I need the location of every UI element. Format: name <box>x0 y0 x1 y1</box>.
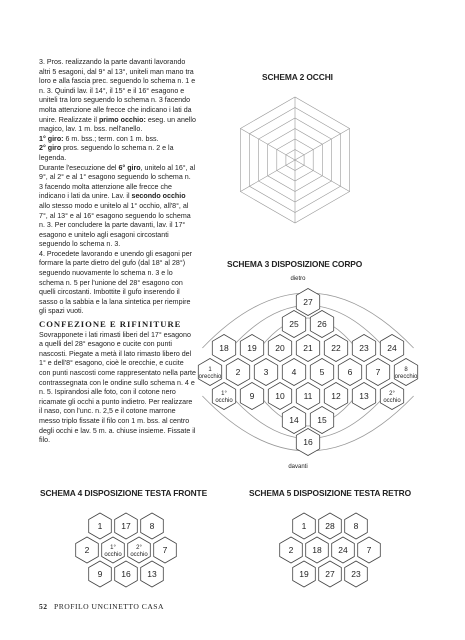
hexagon-label: 7 <box>366 545 372 555</box>
schema-2-diagram <box>230 86 360 234</box>
page-number: 52 <box>39 602 48 611</box>
hexagon-label: occhio <box>215 398 233 404</box>
hexagon-label: 1 <box>301 521 307 531</box>
hexagon-label: 23 <box>359 343 369 353</box>
top-label: dietro <box>290 276 306 282</box>
hexagon-label: 1° <box>110 545 116 551</box>
hexagon-label: 3 <box>263 367 269 377</box>
text-run: Durante l'esecuzione del <box>39 163 119 172</box>
paragraph-round-1 <box>39 135 196 145</box>
hexagon-label: 7 <box>375 367 381 377</box>
hexagon-label: 2 <box>84 545 90 555</box>
hexagon-label: 24 <box>387 343 397 353</box>
text-run: 6 m. bss.; term. con 1 m. bss. <box>63 134 159 143</box>
hexagon-label: 26 <box>317 319 327 329</box>
hexagon-label: 2 <box>288 545 294 555</box>
hexagon-label: 8 <box>353 521 359 531</box>
hexagon-label: 20 <box>275 343 285 353</box>
instructions-column <box>39 58 196 446</box>
hexagon-label: 2° <box>136 545 142 551</box>
section-heading: CONFEZIONE E RIFINITURE <box>39 319 182 330</box>
schema-3-title: SCHEMA 3 DISPOSIZIONE CORPO <box>227 259 363 269</box>
hexagon-label: orecchio <box>394 374 418 380</box>
schema-5-title: SCHEMA 5 DISPOSIZIONE TESTA RETRO <box>249 488 412 498</box>
magazine-title: PROFILO UNCINETTO CASA <box>54 602 165 611</box>
hexagon-label: 5 <box>319 367 325 377</box>
hexagon-label: 4 <box>291 367 297 377</box>
hexagon-label: 24 <box>338 545 348 555</box>
hexagon-label: 16 <box>303 437 313 447</box>
hexagon-label: 2° <box>389 391 395 397</box>
hexagon-label: 15 <box>317 415 327 425</box>
hexagon-label: occhio <box>130 552 148 558</box>
hexagon-label: 8 <box>149 521 155 531</box>
text-run: eseg. un anello magico, lav. 1 m. bss. nell'anello. <box>39 115 196 134</box>
bold-run: secondo occhio <box>131 192 186 201</box>
bold-run: primo occhio: <box>98 115 146 124</box>
schema-4-diagram <box>70 512 180 590</box>
bottom-label: davanti <box>288 464 308 470</box>
hexagon-label: occhio <box>104 552 122 558</box>
schema-4-title: SCHEMA 4 DISPOSIZIONE TESTA FRONTE <box>40 488 208 498</box>
paragraph-step-3 <box>39 58 196 135</box>
hexagon-label: 19 <box>299 569 309 579</box>
schema-3-diagram <box>192 272 428 472</box>
hexagon-label: 13 <box>359 391 369 401</box>
hexagon-label: 7 <box>162 545 168 555</box>
hexagon-label: 2 <box>235 367 241 377</box>
hexagon-label: orecchio <box>198 374 222 380</box>
hexagon-label: 18 <box>219 343 229 353</box>
hexagon-label: 16 <box>121 569 131 579</box>
hexagon-label: 1 <box>97 521 103 531</box>
hexagon-label: 1 <box>208 367 212 373</box>
hexagon-label: 9 <box>97 569 103 579</box>
hexagon-label: 11 <box>303 391 313 401</box>
paragraph-round-6 <box>39 164 196 250</box>
schema-5-diagram <box>274 512 384 590</box>
hexagon-label: occhio <box>383 398 401 404</box>
hexagon-label: 9 <box>249 391 255 401</box>
hexagon-label: 21 <box>303 343 313 353</box>
hexagon-label: 13 <box>147 569 157 579</box>
hexagon-label: 27 <box>325 569 335 579</box>
hexagon-label: 18 <box>312 545 322 555</box>
text-run: 3. Pros. realizzando la parte davanti lavorando altri 5 esagoni, dal 9° al 13°, uniteli man mano tra loro e alla fascia prec. seguendo lo schema n. 1 e n. 3. Quindi lav. il 14°, il 15° e il 16° esagono e uniteli tra loro seguendo lo schema n. 3 facendo molta attenzione alle frecce che indicano i lati da unire. Realizzate il <box>39 58 196 124</box>
text-run: allo stesso modo e unitelo al 1° occhio, all'8°, al 7°, al 13° e al 16° esagono seguendo lo schema n. 3. Per concludere la parte davanti, lav. il 17° esagono e unitelo agli esagoni circostanti seguendo lo schema n. 3. <box>39 201 191 249</box>
page-footer <box>39 602 164 611</box>
hexagon-label: 8 <box>404 367 408 373</box>
schema-2-title: SCHEMA 2 OCCHI <box>262 72 333 82</box>
paragraph-round-2 <box>39 144 196 163</box>
text-run: pros. seguendo lo schema n. 2 e la legenda. <box>39 144 174 162</box>
hexagon-label: 25 <box>289 319 299 329</box>
hexagon-label: 22 <box>331 343 341 353</box>
bold-run: 6° giro <box>118 163 141 172</box>
hexagon-label: 28 <box>325 521 335 531</box>
hexagon-label: 14 <box>289 415 299 425</box>
paragraph-step-4: 4. Procedete lavorando e unendo gli esagoni per formare la parte dietro del gufo (dal 18° al 28°) seguendo nuovamente lo schema n. 3 e lo schema n. 5 per l'unione del 28° esagono con quelli circostanti. Imbottite il gufo inserendo il sasso o la sabbia e la lana sintetica per riempire gli spazi vuoti. <box>39 249 193 316</box>
hexagon-label: 23 <box>351 569 361 579</box>
hexagon-label: 17 <box>121 521 131 531</box>
bold-run: 2° giro <box>39 144 62 153</box>
bold-run: 1° giro: <box>39 134 64 143</box>
hexagon-label: 27 <box>303 297 313 307</box>
hexagon-label: 12 <box>331 391 341 401</box>
hexagon-label: 1° <box>221 391 227 397</box>
hexagon-label: 10 <box>275 391 285 401</box>
hexagon-label: 6 <box>347 367 353 377</box>
hexagon-label: 19 <box>247 343 257 353</box>
text-run: , unitelo al 16°, al 9°, al 2° e al 1° esagono seguendo lo schema n. 3 facendo molta attenzione alle frecce che indicano i lati da unire. Lav. il <box>39 163 196 201</box>
paragraph-finishing: Sovrapponete i lati rimasti liberi del 17° esagono a quelli del 28° esagono e cucite con punti nascosti. Piegate a metà il lato rimasto libero del 1° e dell'8° esagono, cioè le orecchie, e cucite con punti nascosti come rappresentato nella parte contrassegnata con le ondine sullo schema n. 4 e n. 5. Ispirandosi alle foto, con il cotone nero ricamate gli occhi a punto indietro. Per realizzare il naso, con l'unc. n. 2,5 e il cotone marrone messo triplo fissate il filo con 1 m. bss. al centro degli occhi e lav. 5 m. a. chiuse insieme. Fissate il filo. <box>39 330 196 445</box>
